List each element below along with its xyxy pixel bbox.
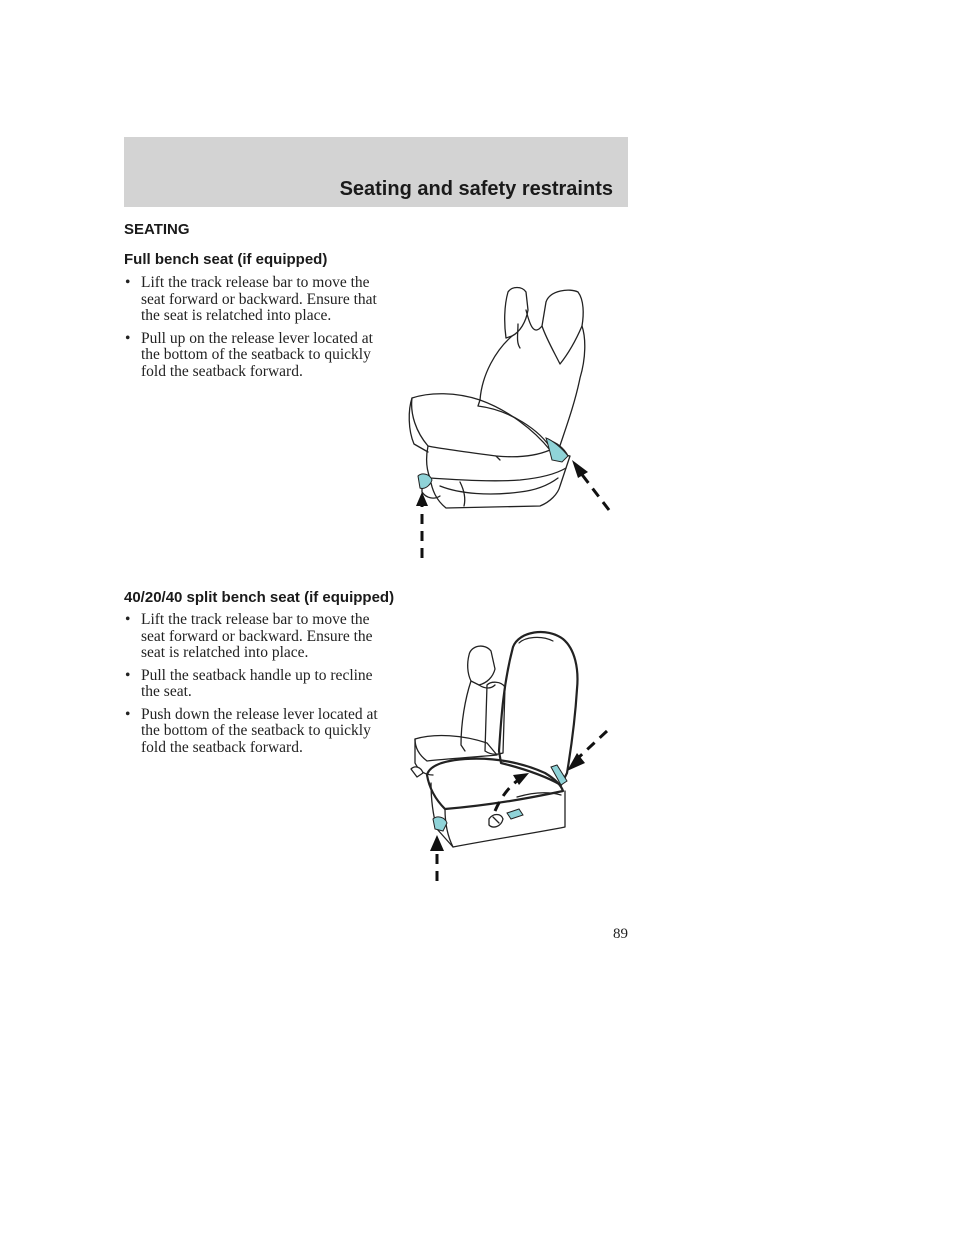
page-header-title: Seating and safety restraints	[339, 178, 613, 200]
header-band	[124, 137, 628, 207]
list-item	[124, 668, 384, 701]
list-item	[124, 707, 384, 757]
bullet-glyph: •	[125, 329, 131, 347]
full-bench-bullet-list	[124, 275, 384, 386]
section-heading: SEATING	[124, 221, 190, 238]
full-bench-heading: Full bench seat (if equipped)	[124, 251, 328, 268]
bullet-glyph: •	[125, 274, 131, 291]
bullet-glyph: •	[125, 611, 131, 628]
split-bench-heading: 40/20/40 split bench seat (if equipped)	[124, 589, 395, 606]
list-item	[124, 331, 384, 381]
split-bench-bullet-list	[124, 612, 384, 762]
bullet-glyph: •	[125, 666, 131, 684]
bullet-text: Pull up on the release lever located at the bottom of the seatback to quickly fold the seatback forward.	[141, 329, 373, 380]
split-bench-seat-illustration	[405, 625, 620, 887]
bullet-text: Pull the seatback handle up to recline the seat.	[141, 666, 373, 700]
page-number: 89	[613, 926, 628, 942]
bullet-text: Lift the track release bar to move the seat forward or backward. Ensure that the seat is relatched into place.	[141, 274, 377, 324]
list-item	[124, 275, 384, 325]
list-item	[124, 612, 384, 662]
bullet-text: Push down the release lever located at the bottom of the seatback to quickly fold the seatback forward.	[141, 705, 378, 756]
bullet-text: Lift the track release bar to move the seat forward or backward. Ensure the seat is relatched into place.	[141, 611, 373, 661]
full-bench-seat-illustration	[400, 280, 620, 565]
bullet-glyph: •	[125, 705, 131, 723]
